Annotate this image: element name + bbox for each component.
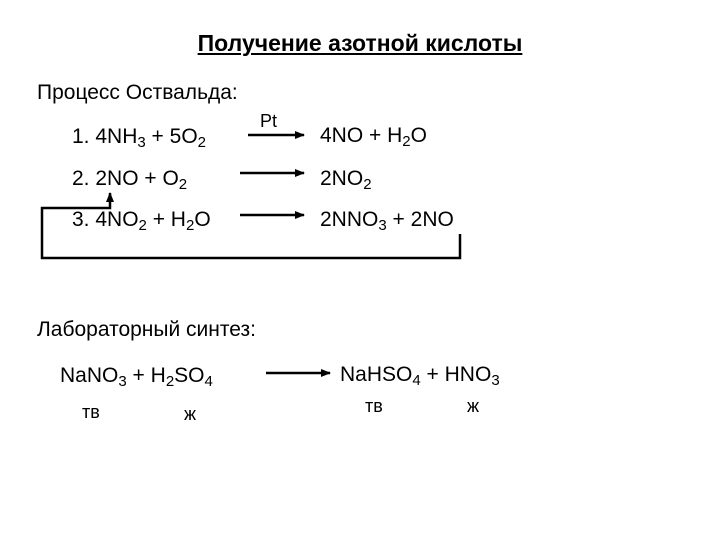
subscript: 2: [197, 134, 206, 151]
subscript: 2: [363, 176, 372, 193]
subscript: 2: [402, 133, 411, 150]
lab-reaction-left: NaNO$_3$ + $H_2SO_4$: [60, 364, 213, 390]
ostwald-heading: Процесс Оствальда:: [37, 81, 238, 104]
subscript: 3: [378, 217, 387, 234]
state-label-liquid-2: ж: [467, 396, 480, 416]
reaction-3-right: $2NNO_3 + 2NO$: [320, 208, 454, 234]
subscript: 2: [165, 373, 175, 390]
subscript: 2: [138, 217, 147, 234]
subscript: 2: [185, 217, 195, 234]
subscript: 3: [137, 134, 146, 151]
state-label-liquid-1: ж: [184, 404, 197, 424]
subscript: 3: [118, 373, 127, 390]
reaction-2-right: $2NO_2$: [320, 167, 372, 193]
subscript: 4: [412, 372, 421, 389]
subscript: 2: [178, 176, 188, 193]
catalyst-label: Pt: [260, 111, 278, 131]
reaction-1-right: $4NO + H_2O$: [320, 124, 427, 150]
page-title-text: Получение азотной кислоты: [197, 30, 523, 56]
reaction-2-left: 2. $2NO + O_2$: [72, 167, 188, 193]
recycle-loop-line: [42, 193, 460, 258]
subscript: 4: [204, 373, 213, 390]
state-label-solid-1: тв: [82, 402, 100, 422]
state-label-solid-2: тв: [365, 396, 383, 416]
subscript: 3: [491, 372, 500, 389]
lab-heading: Лабораторный синтез:: [37, 318, 256, 341]
reaction-1-left: 1. $4NH_3 + 5O_2$: [72, 125, 206, 151]
lab-reaction-right: NaHSO$_4$ + $HNO_3$: [340, 363, 500, 389]
reaction-3-left: 3. $4NO_2 + H_2O$: [72, 208, 211, 234]
